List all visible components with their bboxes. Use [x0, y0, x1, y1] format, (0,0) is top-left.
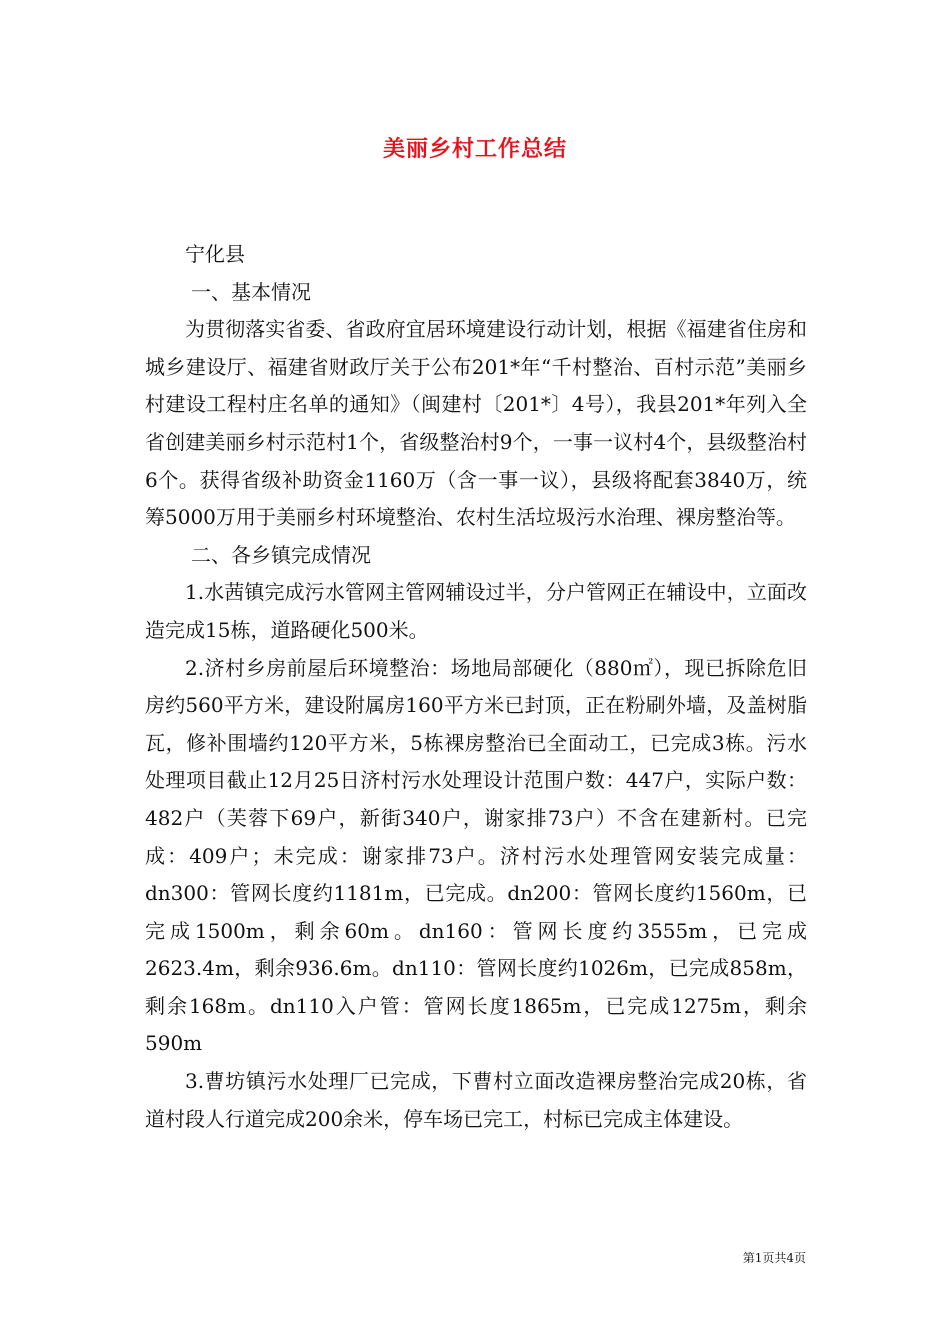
document-body	[145, 236, 807, 1138]
page-number: 第1页共4页	[742, 1251, 806, 1265]
paragraph-shuiqian: 1.水茜镇完成污水管网主管网辅设过半，分户管网正在辅设中，立面改造完成15栋，道路硬化500米。	[145, 580, 807, 642]
paragraph-basic-situation: 为贯彻落实省委、省政府宜居环境建设行动计划，根据《福建省住房和城乡建设厅、福建省财政厅关于公布201*年“千村整治、百村示范”美丽乡村建设工程村庄名单的通知》（闽建村〔201*〕4号），我县201*年列入全省创建美丽乡村示范村1个，省级整治村9个，一事一议村4个，县级整治村6个。获得省级补助资金1160万（含一事一议），县级将配套3840万，统筹5000万用于美丽乡村环境整治、农村生活垃圾污水治理、裸房整治等。	[145, 317, 807, 530]
section-heading-basic: 一、基本情况	[191, 279, 311, 304]
page-title: 美丽乡村工作总结	[382, 137, 567, 162]
county-name: 宁化县	[185, 242, 245, 266]
section-heading-progress: 二、各乡镇完成情况	[191, 542, 371, 567]
paragraph-caofang: 3.曹坊镇污水处理厂已完成，下曹村立面改造裸房整治完成20栋，省道村段人行道完成200余米，停车场已完工，村标已完成主体建设。	[145, 1069, 807, 1131]
paragraph-jicun: 2.济村乡房前屋后环境整治：场地局部硬化（880㎡），现已拆除危旧房约560平方米，建设附属房160平方米已封顶，正在粉刷外墙，及盖树脂瓦，修补围墙约120平方米，5栋裸房整治已全面动工，已完成3栋。污水处理项目截止12月25日济村污水处理设计范围户数：447户，实际户数：482户（芙蓉下69户，新街340户，谢家排73户）不含在建新村。已完成：409户；未完成：谢家排73户。济村污水处理管网安装完成量：dn300：管网长度约1181m，已完成。dn200：管网长度约1560m，已完成1500m，剩余60m。dn160：管网长度约3555m，已完成2623.4m，剩余936.6m。dn110：管网长度约1026m，已完成858m，剩余168m。dn110入户管：管网长度1865m，已完成1275m，剩余590m	[145, 655, 807, 1056]
